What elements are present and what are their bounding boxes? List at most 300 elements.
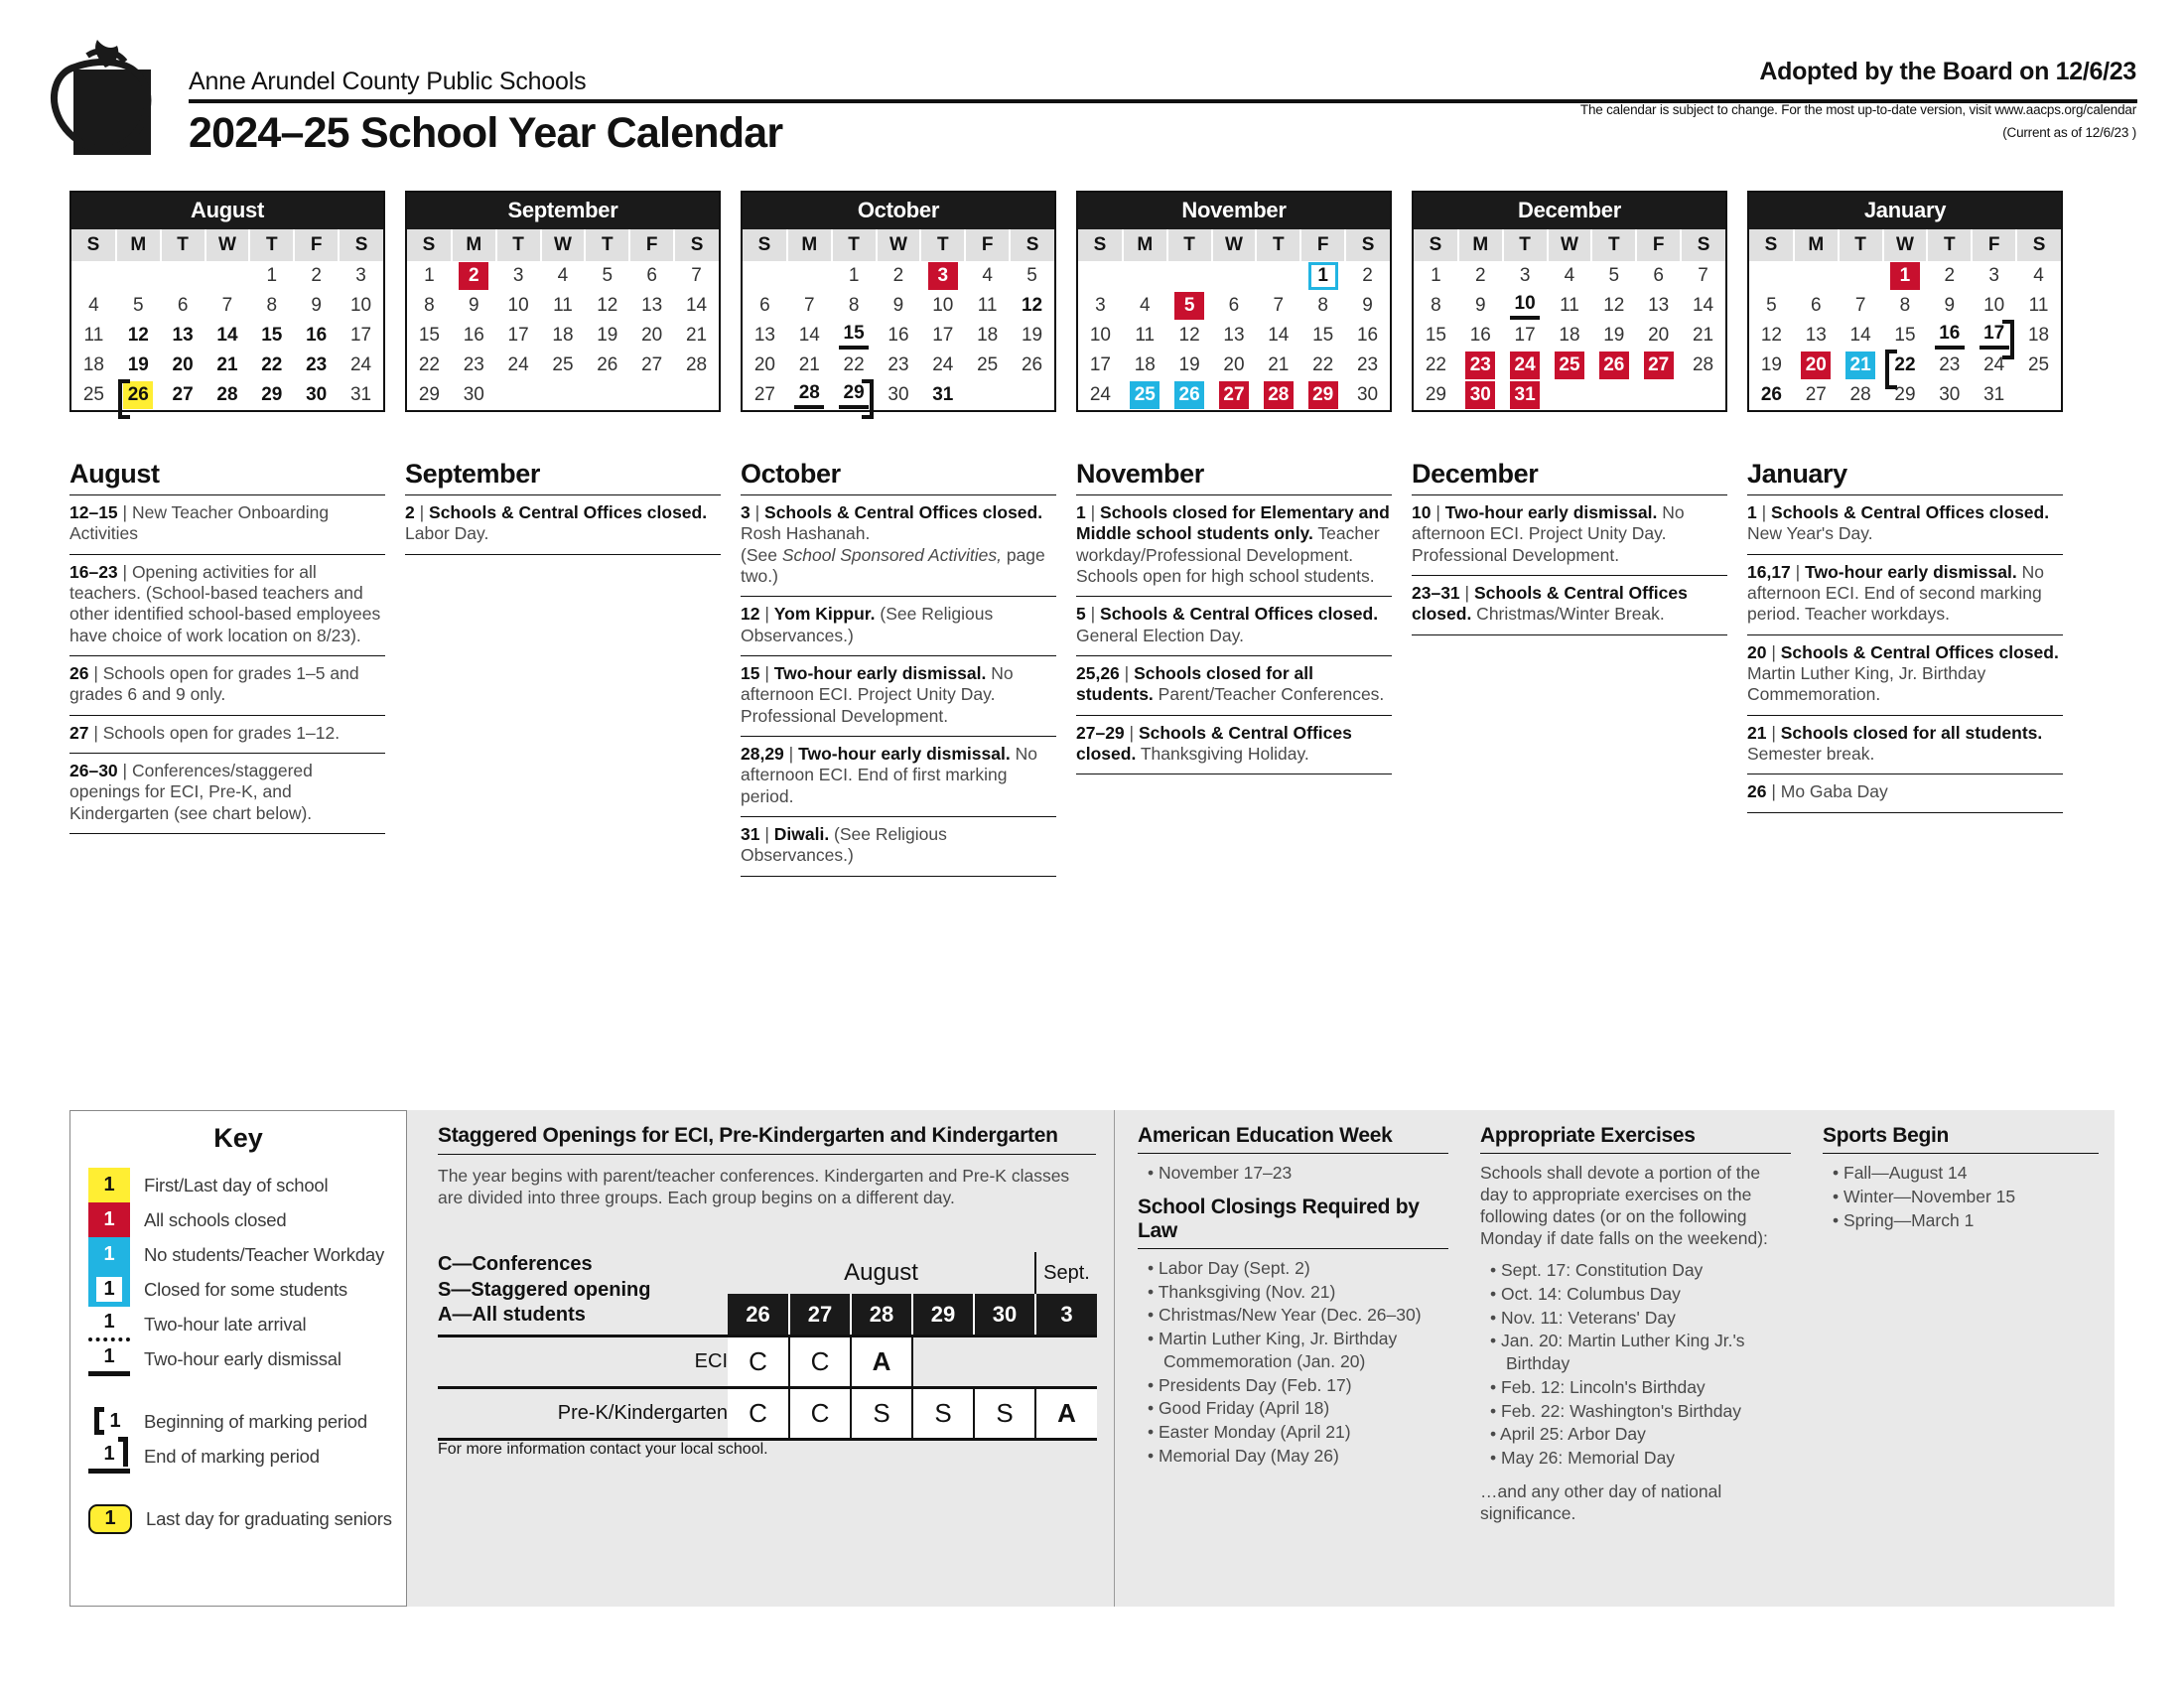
calendar-day-cell[interactable] <box>541 261 586 291</box>
calendar-day-cell[interactable] <box>1300 261 1345 291</box>
day-number: 21 <box>1692 325 1714 346</box>
exercises-footer: …and any other day of national significance. <box>1480 1480 1722 1523</box>
calendar-day-cell[interactable] <box>1883 291 1928 321</box>
calendar-day-cell[interactable] <box>2016 321 2061 351</box>
calendar-day-cell[interactable] <box>71 380 116 410</box>
day-number: 17 <box>932 325 954 346</box>
calendar-day-cell[interactable] <box>1591 261 1636 291</box>
calendar-day-cell[interactable] <box>877 351 921 380</box>
calendar-day-cell[interactable] <box>1883 351 1928 380</box>
calendar-day-cell[interactable] <box>1839 321 1883 351</box>
calendar-day-cell[interactable] <box>1883 321 1928 351</box>
calendar-day-cell[interactable] <box>339 380 383 410</box>
day-number: 11 <box>1135 325 1156 346</box>
calendar-day-cell[interactable] <box>1212 321 1257 351</box>
staggered-day-header: 28 <box>851 1294 912 1336</box>
calendar-day-cell[interactable] <box>205 321 250 351</box>
calendar-day-cell[interactable] <box>1749 380 1794 410</box>
calendar-week-row <box>1414 380 1725 410</box>
day-number: 24 <box>932 354 954 375</box>
calendar-day-cell[interactable] <box>674 351 719 380</box>
calendar-day-cell[interactable] <box>1591 321 1636 351</box>
calendar-day-cell[interactable] <box>1345 261 1390 291</box>
key-swatch-marking-period-end: 1 <box>88 1439 130 1474</box>
day-number: 20 <box>1648 325 1670 346</box>
calendar-day-cell[interactable] <box>832 351 877 380</box>
weekday-header: T <box>1591 229 1636 261</box>
calendar-day-cell[interactable] <box>1794 321 1839 351</box>
day-number: 18 <box>552 325 574 346</box>
calendar-day-cell[interactable] <box>920 291 965 321</box>
day-number: 27 <box>641 354 663 375</box>
calendar-day-cell[interactable] <box>832 321 877 351</box>
calendar-day-cell[interactable] <box>1548 321 1592 351</box>
calendar-day-cell[interactable] <box>1927 380 1972 410</box>
calendar-day-cell[interactable] <box>965 261 1010 291</box>
calendar-day-cell[interactable] <box>1972 351 2016 380</box>
calendar-day-cell[interactable] <box>1123 351 1167 380</box>
calendar-day-cell[interactable] <box>407 321 452 351</box>
calendar-day-cell[interactable] <box>787 351 832 380</box>
staggered-table-wrap <box>438 1252 1096 1459</box>
calendar-day-cell[interactable] <box>674 291 719 321</box>
calendar-day-cell[interactable] <box>965 291 1010 321</box>
calendar-day-cell[interactable] <box>1503 380 1548 410</box>
calendar-day-cell[interactable] <box>1794 380 1839 410</box>
closings-title: School Closings Required by Law <box>1138 1195 1420 1242</box>
calendar-day-cell[interactable] <box>743 351 787 380</box>
calendar-day-cell[interactable] <box>1300 351 1345 380</box>
calendar-day-cell[interactable] <box>1503 351 1548 380</box>
calendar-day-cell[interactable] <box>294 380 339 410</box>
calendar-day-cell[interactable] <box>1972 291 2016 321</box>
calendar-day-cell[interactable] <box>541 321 586 351</box>
calendar-note-item: 12–15 | New Teacher Onboarding Activities <box>69 494 385 554</box>
weekday-header: W <box>541 229 586 261</box>
day-number: 6 <box>759 295 770 316</box>
calendar-day-cell[interactable] <box>1414 351 1458 380</box>
weekday-header: F <box>629 229 674 261</box>
calendar-day-cell[interactable] <box>452 351 496 380</box>
calendar-day-cell[interactable] <box>920 380 965 410</box>
weekday-header: S <box>1414 229 1458 261</box>
calendar-day-cell[interactable] <box>787 291 832 321</box>
calendar-day-cell[interactable] <box>407 351 452 380</box>
calendar-day-cell[interactable] <box>116 321 161 351</box>
key-label: First/Last day of school <box>144 1174 329 1196</box>
calendar-day-cell[interactable] <box>1123 380 1167 410</box>
calendar-day-cell[interactable] <box>674 261 719 291</box>
calendar-day-cell[interactable] <box>1010 261 1054 291</box>
calendar-day-cell[interactable] <box>339 261 383 291</box>
weekday-header: S <box>1749 229 1794 261</box>
calendar-day-cell[interactable] <box>787 380 832 410</box>
calendar-day-cell[interactable] <box>541 291 586 321</box>
key-row <box>88 1272 406 1307</box>
day-number: 28 <box>1264 381 1294 409</box>
calendar-day-cell[interactable] <box>1636 261 1681 291</box>
day-number: 29 <box>1894 384 1916 405</box>
calendar-day-cell[interactable] <box>1681 351 1725 380</box>
calendar-week-row <box>743 380 1054 410</box>
closing-item: • Good Friday (April 18) <box>1148 1397 1448 1420</box>
day-number: 28 <box>794 381 824 409</box>
day-number: 27 <box>1219 381 1249 409</box>
calendar-day-cell[interactable] <box>629 291 674 321</box>
calendar-day-cell[interactable] <box>1458 380 1503 410</box>
calendar-day-cell[interactable] <box>674 321 719 351</box>
calendar-day-cell[interactable] <box>629 321 674 351</box>
calendar-note-item: 10 | Two-hour early dismissal. No afternoon ECI. Project Unity Day. Professional Development. <box>1412 494 1727 575</box>
key-label: Beginning of marking period <box>144 1410 367 1432</box>
notes-month-heading: December <box>1412 459 1539 489</box>
key-spacer <box>88 1376 406 1404</box>
day-number: 22 <box>1425 354 1446 375</box>
calendar-day-cell[interactable] <box>1123 321 1167 351</box>
calendar-day-cell[interactable] <box>496 291 541 321</box>
day-number: 19 <box>597 325 618 346</box>
calendar-empty-cell <box>1123 261 1167 291</box>
calendar-day-cell[interactable] <box>71 291 116 321</box>
calendar-day-cell[interactable] <box>1503 291 1548 321</box>
calendar-day-cell[interactable] <box>541 351 586 380</box>
calendar-empty-cell <box>674 380 719 410</box>
calendar-day-cell[interactable] <box>1078 291 1123 321</box>
calendar-day-cell[interactable] <box>1972 380 2016 410</box>
calendar-day-cell[interactable] <box>294 321 339 351</box>
calendar-day-cell[interactable] <box>116 351 161 380</box>
closing-item: • Martin Luther King, Jr. Birthday Commemoration (Jan. 20) <box>1148 1328 1448 1373</box>
calendar-day-cell[interactable] <box>629 351 674 380</box>
day-number: 9 <box>1474 295 1486 316</box>
key-row <box>88 1341 406 1376</box>
calendar-day-cell[interactable] <box>1167 291 1212 321</box>
day-number: 14 <box>1692 295 1714 316</box>
weekday-header: S <box>71 229 116 261</box>
day-number: 12 <box>597 295 618 316</box>
calendar-day-cell[interactable] <box>1972 261 2016 291</box>
calendar-day-cell[interactable] <box>1503 261 1548 291</box>
calendar-day-cell[interactable] <box>249 291 294 321</box>
calendar-day-cell[interactable] <box>1414 321 1458 351</box>
staggered-footer: For more information contact your local school. <box>438 1440 768 1458</box>
calendar-day-cell[interactable] <box>1591 291 1636 321</box>
weekday-header: S <box>674 229 719 261</box>
calendar-day-cell[interactable] <box>743 291 787 321</box>
calendar-day-cell[interactable] <box>205 380 250 410</box>
calendar-week-row <box>1414 351 1725 380</box>
calendar-day-cell[interactable] <box>1345 321 1390 351</box>
calendar-note-item: 26–30 | Conferences/staggered openings for ECI, Pre-K, and Kindergarten (see chart below). <box>69 753 385 834</box>
calendar-empty-cell <box>71 261 116 291</box>
calendar-day-cell[interactable] <box>1927 261 1972 291</box>
calendar-day-cell[interactable] <box>1636 291 1681 321</box>
calendar-note-item: 12 | Yom Kippur. (See Religious Observances.) <box>741 596 1056 655</box>
calendar-note-item: 5 | Schools & Central Offices closed. General Election Day. <box>1076 596 1392 655</box>
notes-column-august <box>69 459 385 877</box>
calendar-day-cell[interactable] <box>1300 291 1345 321</box>
calendar-day-cell[interactable] <box>585 351 629 380</box>
calendar-day-cell[interactable] <box>161 380 205 410</box>
calendar-day-cell[interactable] <box>1839 380 1883 410</box>
calendar-day-cell[interactable] <box>1458 351 1503 380</box>
calendar-empty-cell <box>116 261 161 291</box>
calendar-day-cell[interactable] <box>249 351 294 380</box>
calendar-grid <box>1414 229 1725 410</box>
calendar-day-cell[interactable] <box>1927 351 1972 380</box>
calendar-day-cell[interactable] <box>407 380 452 410</box>
calendar-day-cell[interactable] <box>965 351 1010 380</box>
calendar-day-cell[interactable] <box>832 261 877 291</box>
calendar-day-cell[interactable] <box>249 261 294 291</box>
calendar-day-cell[interactable] <box>161 351 205 380</box>
calendar-day-cell[interactable] <box>1345 291 1390 321</box>
calendar-day-cell[interactable] <box>1345 380 1390 410</box>
weekday-header: S <box>1078 229 1123 261</box>
calendar-day-cell[interactable] <box>1078 321 1123 351</box>
day-number: 23 <box>306 354 328 375</box>
calendar-day-cell[interactable] <box>1212 380 1257 410</box>
calendar-day-cell[interactable] <box>205 351 250 380</box>
calendar-day-cell[interactable] <box>496 261 541 291</box>
calendar-day-cell[interactable] <box>1167 351 1212 380</box>
calendar-day-cell[interactable] <box>1972 321 2016 351</box>
calendar-empty-cell <box>1749 261 1794 291</box>
calendar-day-cell[interactable] <box>249 380 294 410</box>
calendar-day-cell[interactable] <box>249 321 294 351</box>
calendar-day-cell[interactable] <box>1927 291 1972 321</box>
calendar-day-cell[interactable] <box>2016 351 2061 380</box>
calendar-day-cell[interactable] <box>294 351 339 380</box>
calendar-day-cell[interactable] <box>1010 351 1054 380</box>
key-row <box>88 1501 406 1536</box>
calendar-day-cell[interactable] <box>1548 291 1592 321</box>
calendar-day-cell[interactable] <box>1503 321 1548 351</box>
calendar-day-cell[interactable] <box>294 261 339 291</box>
day-number: 21 <box>685 325 708 346</box>
calendar-day-cell[interactable] <box>920 321 965 351</box>
key-row <box>88 1439 406 1474</box>
calendar-day-cell[interactable] <box>1636 321 1681 351</box>
calendar-day-cell[interactable] <box>1794 291 1839 321</box>
calendar-week-row <box>407 321 719 351</box>
calendar-day-cell[interactable] <box>1300 380 1345 410</box>
calendar-day-cell[interactable] <box>1078 351 1123 380</box>
day-number: 4 <box>2033 265 2044 286</box>
notes-column-october <box>741 459 1056 877</box>
calendar-day-cell[interactable] <box>1300 321 1345 351</box>
calendar-day-cell[interactable] <box>1167 321 1212 351</box>
calendar-day-cell[interactable] <box>1636 351 1681 380</box>
staggered-cell <box>1035 1336 1097 1387</box>
calendar-day-cell[interactable] <box>1548 261 1592 291</box>
calendar-day-cell[interactable] <box>161 321 205 351</box>
calendar-day-cell[interactable] <box>585 261 629 291</box>
calendar-day-cell[interactable] <box>1414 291 1458 321</box>
day-number: 2 <box>459 262 488 290</box>
calendar-day-cell[interactable] <box>585 291 629 321</box>
calendar-day-cell[interactable] <box>116 380 161 410</box>
day-number: 11 <box>553 295 573 316</box>
calendar-day-cell[interactable] <box>1414 380 1458 410</box>
calendar-day-cell[interactable] <box>452 321 496 351</box>
calendar-week-row <box>1414 291 1725 321</box>
notes-month-heading: August <box>69 459 160 489</box>
day-number: 11 <box>977 295 998 316</box>
calendar-day-cell[interactable] <box>1167 380 1212 410</box>
calendar-day-cell[interactable] <box>1883 380 1928 410</box>
calendar-day-cell[interactable] <box>294 291 339 321</box>
calendar-day-cell[interactable] <box>965 321 1010 351</box>
organization-name: Anne Arundel County Public Schools <box>189 68 587 95</box>
calendar-day-cell[interactable] <box>1212 291 1257 321</box>
calendar-day-cell[interactable] <box>407 291 452 321</box>
calendar-day-cell[interactable] <box>877 291 921 321</box>
calendar-day-cell[interactable] <box>1010 291 1054 321</box>
calendar-week-row <box>1749 291 2061 321</box>
calendar-day-cell[interactable] <box>452 261 496 291</box>
exercise-item: • Feb. 22: Washington's Birthday <box>1490 1400 1791 1423</box>
closing-item: • Memorial Day (May 26) <box>1148 1445 1448 1468</box>
calendar-day-cell[interactable] <box>1010 321 1054 351</box>
calendar-day-cell[interactable] <box>496 321 541 351</box>
day-number: 21 <box>798 354 820 375</box>
calendar-day-cell[interactable] <box>339 321 383 351</box>
day-number: 21 <box>1268 354 1290 375</box>
day-number: 16 <box>1935 322 1965 350</box>
aew-rule <box>1138 1153 1448 1154</box>
calendar-week-row <box>71 351 383 380</box>
calendar-day-cell[interactable] <box>585 321 629 351</box>
calendar-day-cell[interactable] <box>877 321 921 351</box>
calendar-grid <box>1078 229 1390 410</box>
day-number: 19 <box>1178 354 1200 375</box>
calendar-day-cell[interactable] <box>339 351 383 380</box>
calendar-week-row <box>407 261 719 291</box>
day-number: 4 <box>88 295 99 316</box>
calendar-day-cell[interactable] <box>339 291 383 321</box>
calendar-day-cell[interactable] <box>1883 261 1928 291</box>
calendar-day-cell[interactable] <box>452 380 496 410</box>
calendar-day-cell[interactable] <box>787 321 832 351</box>
calendar-day-cell[interactable] <box>1548 351 1592 380</box>
staggered-cell: S <box>851 1387 912 1439</box>
calendar-day-cell[interactable] <box>1591 351 1636 380</box>
day-number: 23 <box>1356 354 1379 375</box>
weekday-header: S <box>407 229 452 261</box>
sport-item: • Winter—November 15 <box>1833 1186 2099 1208</box>
calendar-day-cell[interactable] <box>1681 321 1725 351</box>
calendar-day-cell[interactable] <box>920 261 965 291</box>
calendar-empty-cell <box>743 261 787 291</box>
calendar-day-cell[interactable] <box>1256 351 1300 380</box>
appropriate-exercises-column <box>1464 1110 1807 1607</box>
calendar-day-cell[interactable] <box>1794 351 1839 380</box>
calendar-day-cell[interactable] <box>1839 291 1883 321</box>
calendar-note-item: 16–23 | Opening activities for all teachers. (School-based teachers and other identified school-based employees have choice of work location on 8/23). <box>69 554 385 655</box>
weekday-header: F <box>1972 229 2016 261</box>
calendar-day-cell[interactable] <box>2016 291 2061 321</box>
calendar-day-cell[interactable] <box>629 261 674 291</box>
calendar-day-cell[interactable] <box>1212 351 1257 380</box>
day-number: 29 <box>418 384 440 405</box>
calendar-day-cell[interactable] <box>1458 291 1503 321</box>
sport-item: • Fall—August 14 <box>1833 1162 2099 1185</box>
calendar-day-cell[interactable] <box>1414 261 1458 291</box>
calendar-day-cell[interactable] <box>1123 291 1167 321</box>
notes-column-december <box>1412 459 1727 877</box>
calendar-day-cell[interactable] <box>1458 321 1503 351</box>
calendar-day-cell[interactable] <box>743 380 787 410</box>
calendar-day-cell[interactable] <box>1256 321 1300 351</box>
calendar-day-cell[interactable] <box>1749 321 1794 351</box>
calendar-day-cell[interactable] <box>1256 291 1300 321</box>
calendar-day-cell[interactable] <box>1839 351 1883 380</box>
calendar-day-cell[interactable] <box>71 351 116 380</box>
calendar-day-cell[interactable] <box>1681 291 1725 321</box>
calendar-day-cell[interactable] <box>832 291 877 321</box>
calendar-day-cell[interactable] <box>1927 321 1972 351</box>
calendar-day-cell[interactable] <box>920 351 965 380</box>
day-number: 7 <box>1854 295 1866 316</box>
calendar-day-cell[interactable] <box>407 261 452 291</box>
weekday-header: W <box>1212 229 1257 261</box>
day-number: 20 <box>1223 354 1245 375</box>
calendar-day-cell[interactable] <box>2016 261 2061 291</box>
calendar-day-cell[interactable] <box>743 321 787 351</box>
day-number: 5 <box>1766 295 1777 316</box>
calendar-note-item: 26 | Schools open for grades 1–5 and grades 6 and 9 only. <box>69 655 385 715</box>
key-swatch-all-closed: 1 <box>88 1202 130 1237</box>
day-number: 31 <box>932 384 954 405</box>
day-number: 20 <box>641 325 663 346</box>
calendar-week-row <box>1078 380 1390 410</box>
calendar-day-cell[interactable] <box>1458 261 1503 291</box>
month-grid-row <box>69 191 2115 412</box>
calendar-day-cell[interactable] <box>1749 351 1794 380</box>
calendar-day-cell[interactable] <box>1345 351 1390 380</box>
calendar-empty-cell <box>965 380 1010 410</box>
day-number: 2 <box>311 265 322 286</box>
calendar-day-cell[interactable] <box>1681 261 1725 291</box>
calendar-day-cell[interactable] <box>877 261 921 291</box>
calendar-day-cell[interactable] <box>1256 380 1300 410</box>
staggered-day-header: 29 <box>912 1294 974 1336</box>
weekday-header: W <box>877 229 921 261</box>
calendar-day-cell[interactable] <box>1078 380 1123 410</box>
weekday-header: T <box>832 229 877 261</box>
day-number: 3 <box>1988 265 1999 286</box>
staggered-table <box>438 1252 1097 1441</box>
key-row <box>88 1404 406 1439</box>
calendar-day-cell[interactable] <box>161 291 205 321</box>
calendar-day-cell[interactable] <box>205 291 250 321</box>
day-number: 13 <box>753 325 775 346</box>
staggered-cell: S <box>974 1387 1035 1439</box>
calendar-day-cell[interactable] <box>1749 291 1794 321</box>
day-number: 16 <box>887 325 909 346</box>
weekday-header: W <box>205 229 250 261</box>
calendar-day-cell[interactable] <box>877 380 921 410</box>
calendar-day-cell[interactable] <box>496 351 541 380</box>
weekday-header: M <box>1794 229 1839 261</box>
calendar-day-cell[interactable] <box>832 380 877 410</box>
calendar-day-cell[interactable] <box>71 321 116 351</box>
day-number: 20 <box>1801 352 1831 379</box>
calendar-day-cell[interactable] <box>452 291 496 321</box>
day-number: 15 <box>1425 325 1446 346</box>
calendar-day-cell[interactable] <box>116 291 161 321</box>
